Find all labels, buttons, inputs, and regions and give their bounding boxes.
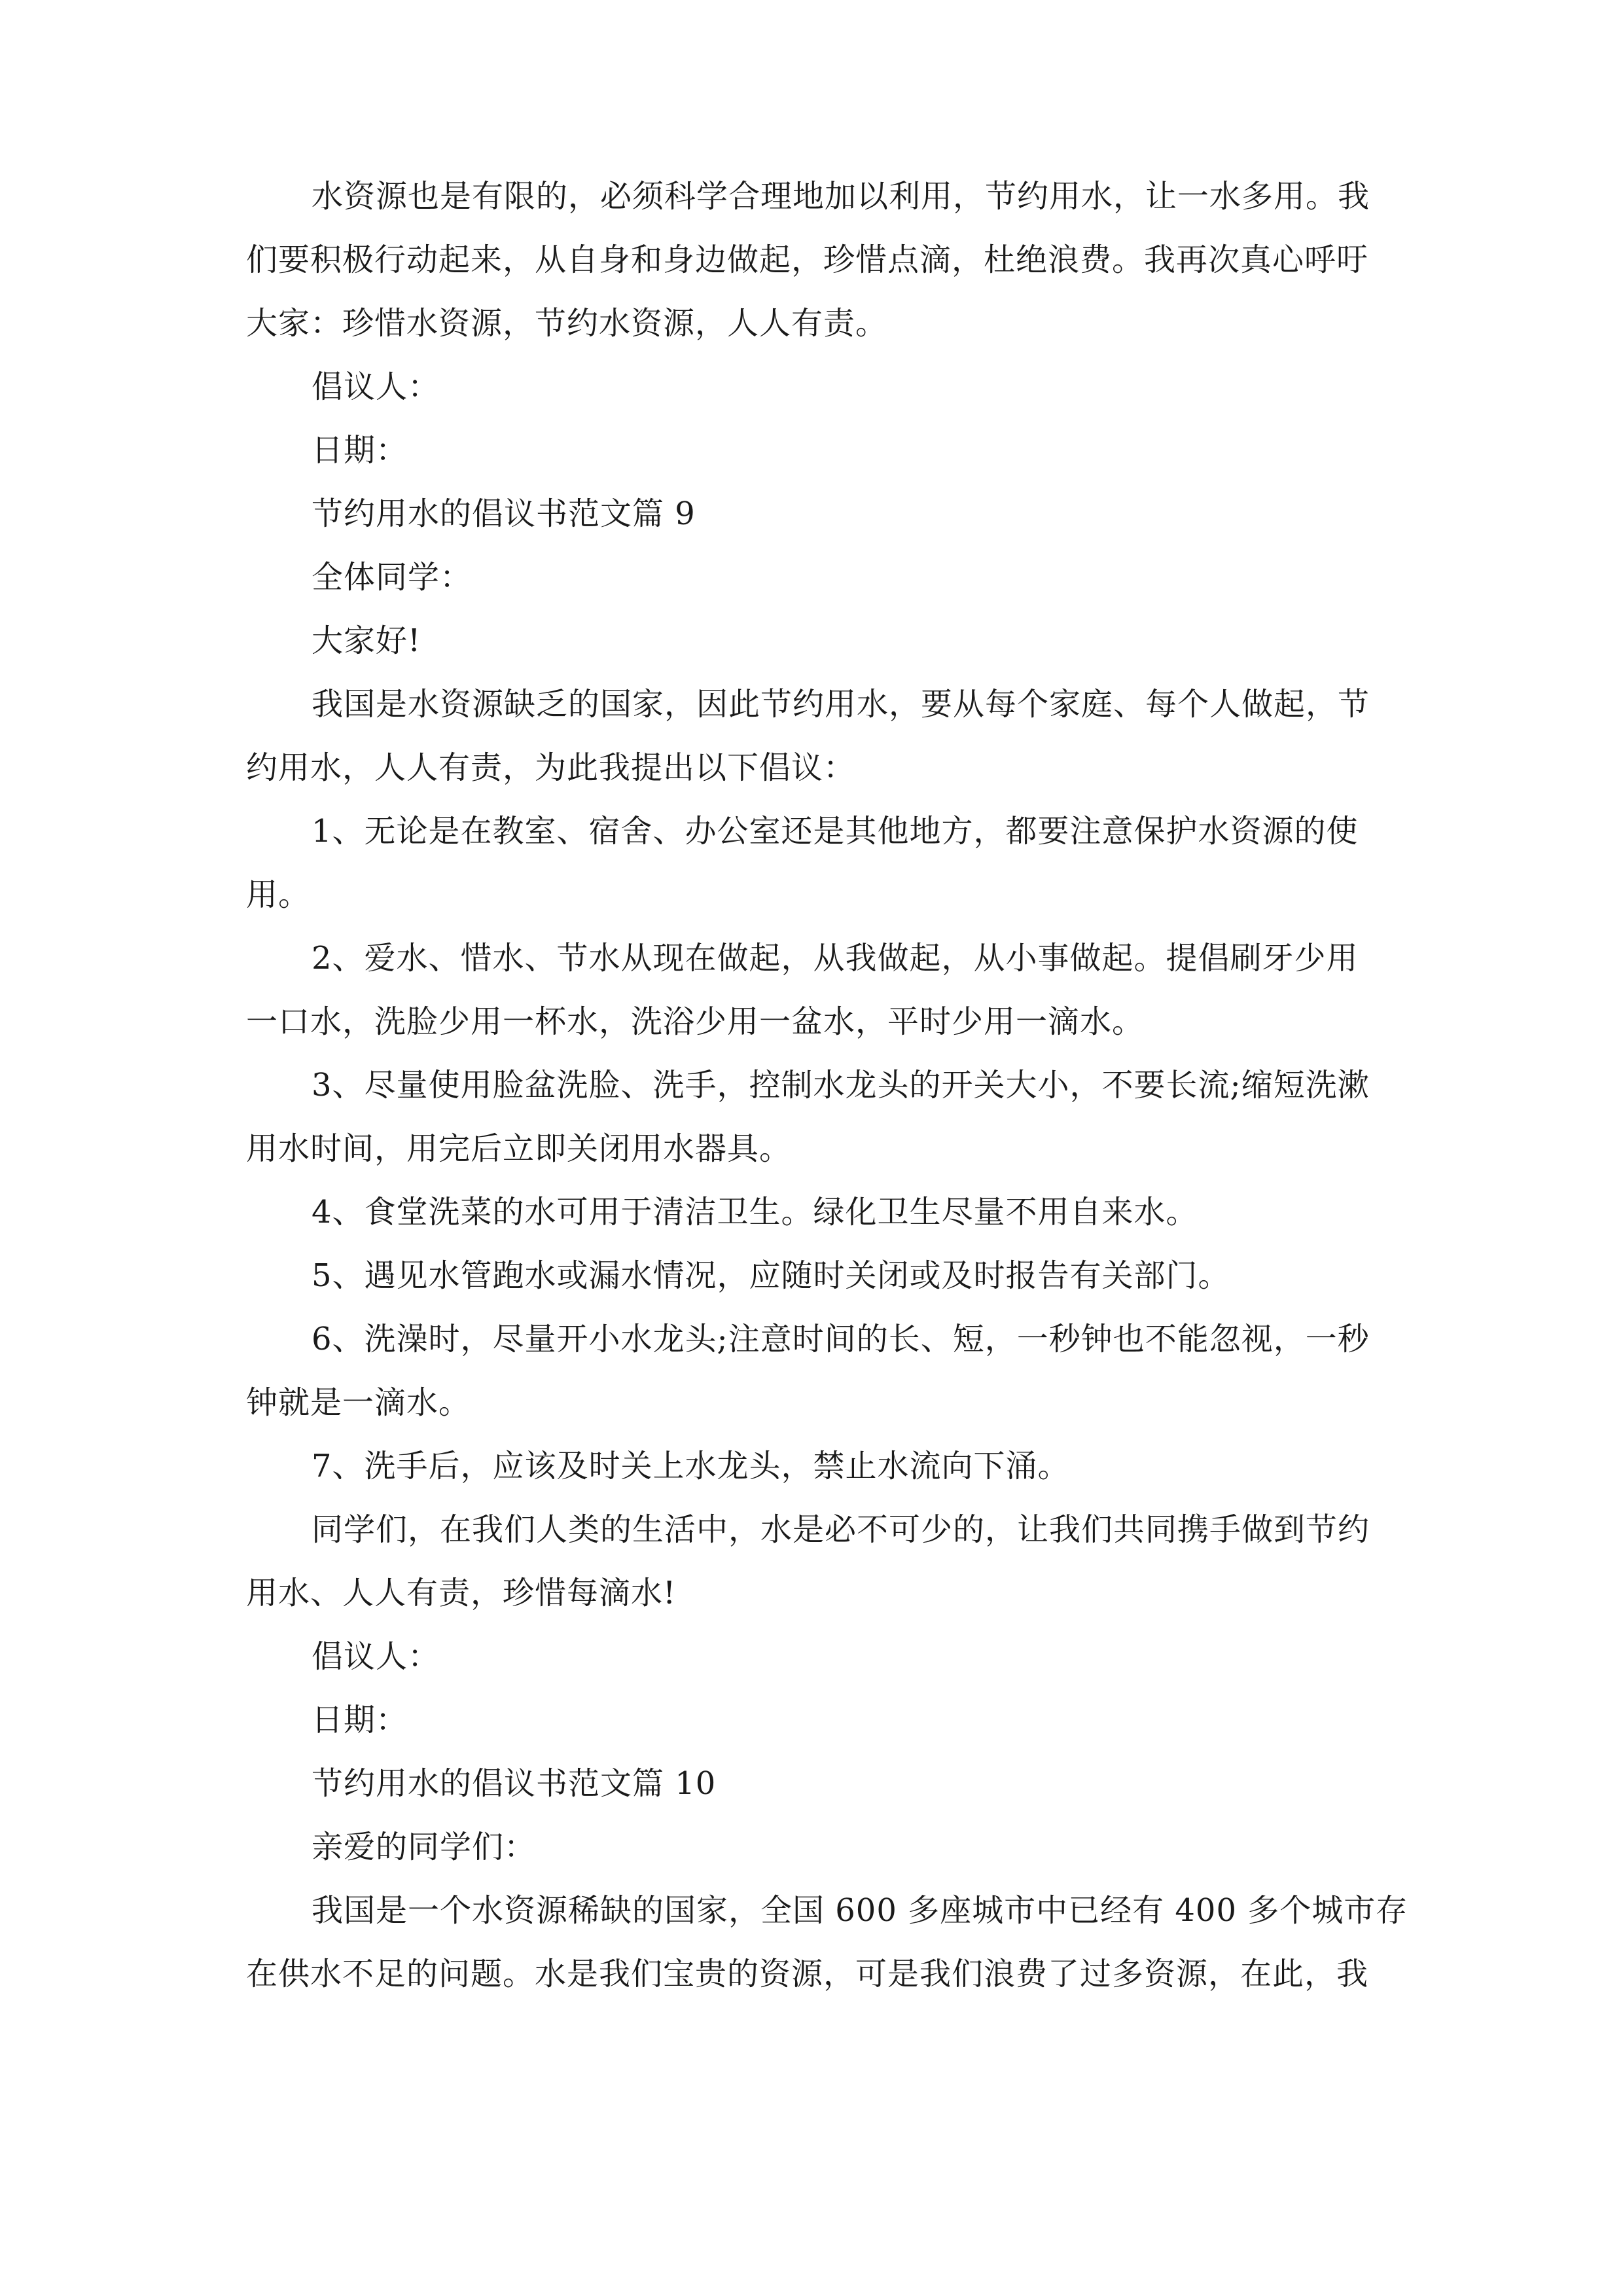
list-item: 6、洗澡时，尽量开小水龙头;注意时间的长、短，一秒钟也不能忽视，一秒: [312, 1321, 1370, 1357]
body-line: 用水、人人有责，珍惜每滴水!: [246, 1575, 677, 1611]
body-line: 在供水不足的问题。水是我们宝贵的资源，可是我们浪费了过多资源，在此，我: [246, 1956, 1369, 1992]
body-line: 约用水，人人有责，为此我提出以下倡议：: [246, 749, 856, 786]
list-item: 4、食堂洗菜的水可用于清洁卫生。绿化卫生尽量不用自来水。: [312, 1194, 1198, 1230]
body-line: 大家：珍惜水资源，节约水资源，人人有责。: [246, 305, 888, 342]
section-heading: 节约用水的倡议书范文篇 10: [312, 1765, 717, 1802]
date-label: 日期：: [312, 1702, 408, 1738]
list-item: 5、遇见水管跑水或漏水情况，应随时关闭或及时报告有关部门。: [312, 1257, 1230, 1294]
salutation: 亲爱的同学们：: [312, 1829, 537, 1865]
list-item: 3、尽量使用脸盆洗脸、洗手，控制水龙头的开关大小，不要长流;缩短洗漱: [312, 1067, 1370, 1103]
body-line: 们要积极行动起来，从自身和身边做起，珍惜点滴，杜绝浪费。我再次真心呼吁: [246, 242, 1369, 278]
document-body: [246, 165, 1408, 2006]
signature-label: 倡议人：: [312, 368, 440, 405]
list-item-continued: 用。: [246, 876, 311, 913]
list-item: 7、洗手后，应该及时关上水龙头，禁止水流向下涌。: [312, 1448, 1070, 1484]
salutation: 全体同学：: [312, 559, 473, 596]
signature-label: 倡议人：: [312, 1638, 440, 1675]
body-line: 我国是一个水资源稀缺的国家，全国 600 多座城市中已经有 400 多个城市存: [312, 1892, 1408, 1929]
body-line: 我国是水资源缺乏的国家，因此节约用水，要从每个家庭、每个人做起，节: [312, 686, 1370, 723]
date-label: 日期：: [312, 432, 408, 469]
body-line: 同学们，在我们人类的生活中，水是必不可少的，让我们共同携手做到节约: [312, 1511, 1370, 1548]
section-heading: 节约用水的倡议书范文篇 9: [312, 495, 696, 532]
list-item-continued: 一口水，洗脸少用一杯水，洗浴少用一盆水，平时少用一滴水。: [246, 1003, 1145, 1040]
list-item-continued: 钟就是一滴水。: [246, 1384, 471, 1421]
body-line: 水资源也是有限的，必须科学合理地加以利用，节约用水，让一水多用。我: [312, 178, 1370, 215]
list-item-continued: 用水时间，用完后立即关闭用水器具。: [246, 1130, 792, 1167]
list-item: 1、无论是在教室、宿舍、办公室还是其他地方，都要注意保护水资源的使: [312, 813, 1359, 850]
greeting: 大家好!: [312, 622, 421, 659]
list-item: 2、爱水、惜水、节水从现在做起，从我做起，从小事做起。提倡刷牙少用: [312, 940, 1359, 977]
